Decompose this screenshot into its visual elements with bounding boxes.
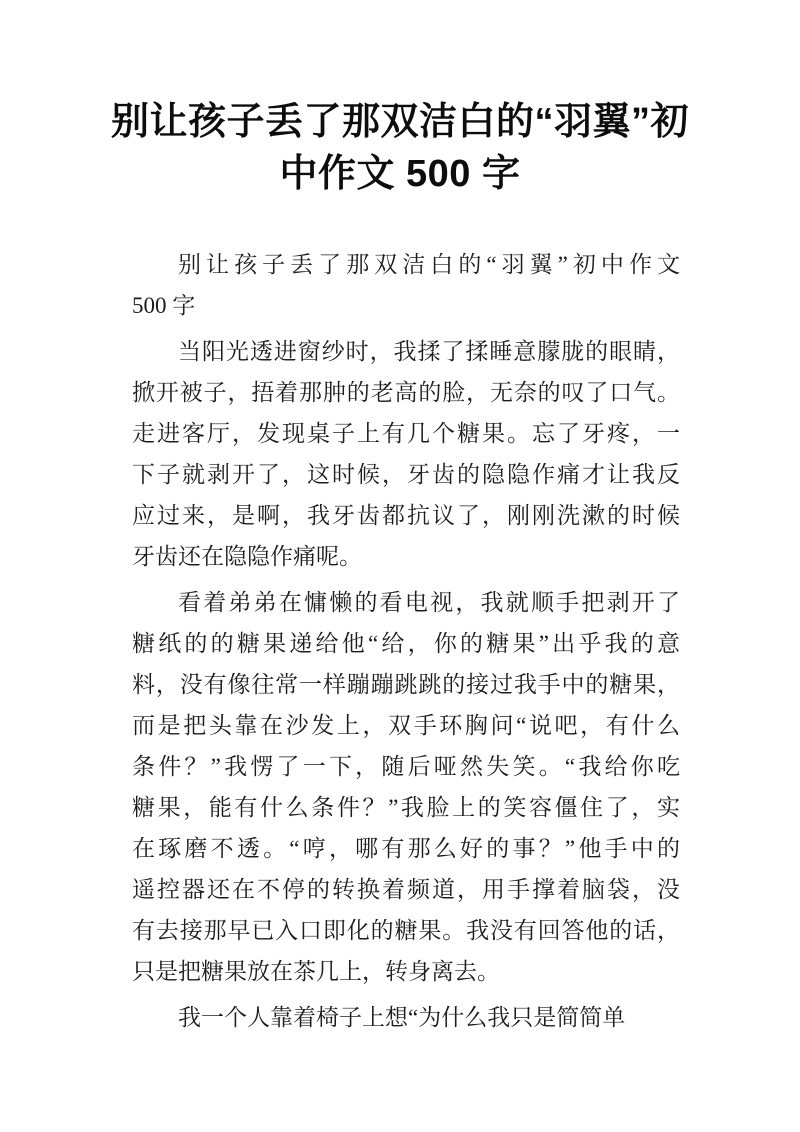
paragraph: [132, 582, 680, 992]
document-body: [132, 244, 680, 1038]
text-line: 看着弟弟在慵懒的看电视，我就顺手把剥开了: [178, 590, 680, 615]
text-line: 500 字: [132, 293, 196, 318]
paragraph: [132, 331, 680, 577]
text-line: 糖纸的的糖果递给他“给，你的糖果”出乎我的意: [132, 631, 680, 656]
document-title: [0, 0, 800, 200]
paragraph: [132, 244, 680, 326]
document-title-line-1: 别让孩子丢了那双洁白的“羽翼”初: [110, 101, 689, 143]
text-line: 糖果，能有什么条件？”我脸上的笑容僵住了，实: [132, 795, 680, 820]
text-line: 料，没有像往常一样蹦蹦跳跳的接过我手中的糖果，: [132, 672, 680, 697]
text-line: 牙齿还在隐隐作痛呢。: [132, 544, 362, 569]
text-line: 有去接那早已入口即化的糖果。我没有回答他的话，: [132, 918, 680, 943]
text-line: 别让孩子丢了那双洁白的“羽翼”初中作文: [178, 252, 680, 277]
text-line: 掀开被子，捂着那肿的老高的脸，无奈的叹了口气。: [132, 380, 680, 405]
text-line: 下子就剥开了，这时候，牙齿的隐隐作痛才让我反: [132, 462, 680, 487]
text-line: 在琢磨不透。“哼，哪有那么好的事？”他手中的: [132, 836, 680, 861]
text-line: 遥控器还在不停的转换着频道，用手撑着脑袋，没: [132, 877, 680, 902]
text-line: 条件？”我愣了一下，随后哑然失笑。“我给你吃: [132, 754, 680, 779]
paragraph: [132, 997, 680, 1038]
text-line: 走进客厅，发现桌子上有几个糖果。忘了牙疼，一: [132, 421, 680, 446]
text-line: 我一个人靠着椅子上想“为什么我只是简简单: [178, 1005, 626, 1030]
document-title-line-2: 中作文 500 字: [279, 153, 521, 195]
text-line: 当阳光透进窗纱时，我揉了揉睡意朦胧的眼睛，: [178, 339, 680, 364]
text-line: 应过来，是啊，我牙齿都抗议了，刚刚洗漱的时候: [132, 503, 680, 528]
text-line: 只是把糖果放在茶几上，转身离去。: [132, 959, 500, 984]
text-line: 而是把头靠在沙发上，双手环胸问“说吧，有什么: [132, 713, 680, 738]
